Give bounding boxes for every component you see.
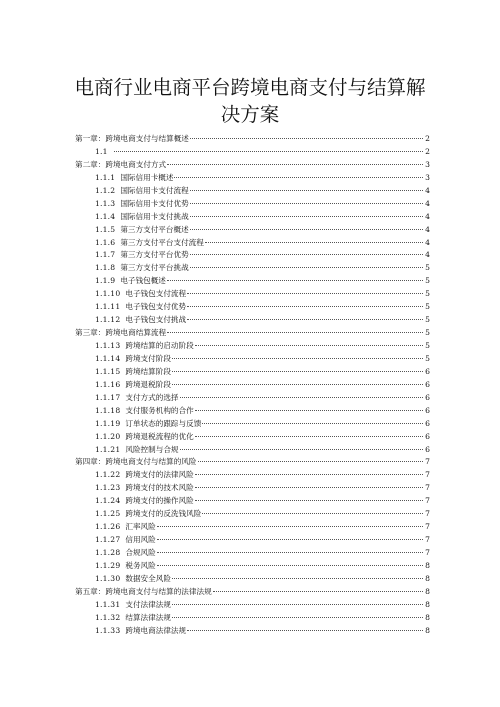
toc-entry-number: 1.1.14 <box>95 353 121 363</box>
toc-entry-label: 跨境支付的反洗钱风险 <box>125 509 202 519</box>
toc-entry-number: 1.1.8 <box>95 263 116 273</box>
toc-entry-number: 1.1.31 <box>95 599 121 609</box>
toc-page-number: 7 <box>425 457 430 467</box>
toc-page-number: 3 <box>425 172 430 182</box>
toc-chapter-entry[interactable] <box>75 327 430 340</box>
toc-entry-number: 1.1 <box>95 146 108 156</box>
toc-page-number: 5 <box>425 328 430 338</box>
toc-section-entry[interactable] <box>75 392 430 405</box>
toc-entry-label: 国际信用卡支付挑战 <box>120 211 189 221</box>
toc-dot-leader <box>190 216 423 217</box>
toc-dot-leader <box>190 267 423 268</box>
toc-section-entry[interactable] <box>75 444 430 457</box>
toc-dot-leader <box>190 229 423 230</box>
toc-page-number: 7 <box>425 522 430 532</box>
toc-dot-leader <box>114 151 423 152</box>
toc-entry-label: 跨境支付的操作风险 <box>125 496 194 506</box>
toc-entry-label: 支付服务机构的合作 <box>125 405 194 415</box>
toc-entry-number: 1.1.1 <box>95 172 116 182</box>
toc-dot-leader <box>195 436 423 437</box>
toc-section-entry[interactable] <box>75 418 430 431</box>
toc-section-entry[interactable] <box>75 625 430 638</box>
toc-entry-label: 第三方支付平台优势 <box>120 250 189 260</box>
toc-entry-label: 跨境支付阶段 <box>125 353 171 363</box>
toc-dot-leader <box>172 358 423 359</box>
toc-page-number: 5 <box>425 315 430 325</box>
toc-entry-label: 订单状态的跟踪与反馈 <box>125 418 202 428</box>
toc-section-entry[interactable] <box>75 431 430 444</box>
toc-section-entry[interactable] <box>75 469 430 482</box>
toc-entry-label: 信用风险 <box>125 535 156 545</box>
toc-page-number: 5 <box>425 263 430 273</box>
toc-page-number: 8 <box>425 586 430 596</box>
toc-section-entry[interactable] <box>75 379 430 392</box>
toc-section-entry[interactable] <box>75 146 430 159</box>
toc-entry-label: 第四章：跨境电商支付与结算的风险 <box>75 457 197 467</box>
toc-section-entry[interactable] <box>75 340 430 353</box>
toc-page-number: 2 <box>425 134 430 143</box>
toc-dot-leader <box>205 242 423 243</box>
toc-dot-leader <box>213 591 423 592</box>
toc-page-number: 7 <box>425 535 430 545</box>
toc-entry-number: 1.1.24 <box>95 496 121 506</box>
toc-dot-leader <box>195 345 423 346</box>
toc-dot-leader <box>202 513 423 514</box>
toc-page-number: 5 <box>425 302 430 312</box>
toc-section-entry[interactable] <box>75 599 430 612</box>
toc-entry-number: 1.1.13 <box>95 341 121 350</box>
toc-dot-leader <box>195 410 423 411</box>
toc-section-entry[interactable] <box>75 366 430 379</box>
toc-page-number: 8 <box>425 599 430 609</box>
toc-page-number: 8 <box>425 573 430 583</box>
toc-dot-leader <box>172 578 423 579</box>
toc-entry-label: 税务风险 <box>125 560 156 570</box>
toc-section-entry[interactable] <box>75 262 430 275</box>
toc-section-entry[interactable] <box>75 521 430 534</box>
toc-page-number: 7 <box>425 470 430 480</box>
toc-page-number: 3 <box>425 159 430 169</box>
toc-page-number: 8 <box>425 612 430 622</box>
toc-entry-label: 电子钱包支付挑战 <box>125 315 187 325</box>
toc-dot-leader <box>180 397 423 398</box>
toc-entry-number: 1.1.33 <box>95 625 121 635</box>
toc-entry-number: 1.1.17 <box>95 392 121 402</box>
toc-entry-number: 1.1.16 <box>95 379 121 389</box>
toc-dot-leader <box>190 190 423 191</box>
toc-page-number: 6 <box>425 444 430 454</box>
toc-entry-number: 1.1.5 <box>95 224 116 234</box>
toc-entry-number: 1.1.2 <box>95 185 116 195</box>
toc-entry-number: 1.1.15 <box>95 366 121 376</box>
toc-page-number: 6 <box>425 379 430 389</box>
toc-dot-leader <box>167 332 423 333</box>
toc-section-entry[interactable] <box>75 353 430 366</box>
toc-entry-label: 第一章：跨境电商支付与结算概述 <box>75 134 189 143</box>
toc-section-entry[interactable] <box>75 495 430 508</box>
toc-entry-number: 1.1.4 <box>95 211 116 221</box>
toc-entry-number: 1.1.9 <box>95 276 116 286</box>
toc-entry-label: 跨境支付的技术风险 <box>125 483 194 493</box>
toc-page-number: 7 <box>425 509 430 519</box>
table-of-contents <box>75 133 430 638</box>
toc-dot-leader <box>187 319 423 320</box>
title-line-1: 电商行业电商平台跨境电商支付与结算解 <box>74 76 426 99</box>
document-title <box>40 74 460 128</box>
toc-page-number: 5 <box>425 276 430 286</box>
toc-dot-leader <box>167 164 423 165</box>
toc-section-entry[interactable] <box>75 301 430 314</box>
toc-page-number: 4 <box>425 224 430 234</box>
toc-dot-leader <box>195 487 423 488</box>
toc-section-entry[interactable] <box>75 573 430 586</box>
toc-dot-leader <box>190 254 423 255</box>
toc-chapter-entry[interactable] <box>75 456 430 469</box>
toc-dot-leader <box>157 539 423 540</box>
toc-entry-number: 1.1.28 <box>95 548 121 557</box>
toc-entry-label: 电子钱包支付流程 <box>125 289 187 299</box>
toc-dot-leader <box>172 617 423 618</box>
toc-entry-label: 跨境支付的法律风险 <box>125 470 194 480</box>
toc-dot-leader <box>157 552 423 553</box>
toc-entry-label: 跨境结算的启动阶段 <box>125 341 194 350</box>
toc-entry-label: 跨境电商法律法规 <box>125 625 187 635</box>
toc-entry-label: 第五章：跨境电商支付与结算的法律法规 <box>75 586 212 596</box>
toc-page-number: 7 <box>425 548 430 557</box>
toc-entry-number: 1.1.6 <box>95 237 116 247</box>
toc-section-entry[interactable] <box>75 508 430 521</box>
toc-entry-label: 第三方支付平台概述 <box>120 224 189 234</box>
toc-entry-number: 1.1.32 <box>95 612 121 622</box>
toc-page-number: 5 <box>425 289 430 299</box>
toc-page-number: 4 <box>425 185 430 195</box>
toc-entry-number: 1.1.19 <box>95 418 121 428</box>
toc-page-number: 6 <box>425 366 430 376</box>
toc-entry-label: 国际信用卡支付优势 <box>120 198 189 208</box>
toc-dot-leader <box>190 138 423 139</box>
toc-entry-label: 支付方式的选择 <box>125 392 179 402</box>
toc-page-number: 4 <box>425 211 430 221</box>
toc-entry-label: 汇率风险 <box>125 522 156 532</box>
toc-dot-leader <box>187 630 423 631</box>
toc-page-number: 7 <box>425 496 430 506</box>
toc-entry-label: 结算法律法规 <box>125 612 171 622</box>
toc-section-entry[interactable] <box>75 405 430 418</box>
toc-page-number: 6 <box>425 431 430 441</box>
toc-entry-number: 1.1.29 <box>95 560 121 570</box>
toc-dot-leader <box>195 474 423 475</box>
toc-page-number: 8 <box>425 560 430 570</box>
toc-entry-number: 1.1.7 <box>95 250 116 260</box>
toc-section-entry[interactable] <box>75 172 430 185</box>
toc-entry-label: 国际信用卡支付流程 <box>120 185 189 195</box>
toc-section-entry[interactable] <box>75 224 430 237</box>
toc-page-number: 7 <box>425 483 430 493</box>
toc-dot-leader <box>195 500 423 501</box>
toc-entry-number: 1.1.23 <box>95 483 121 493</box>
toc-entry-number: 1.1.30 <box>95 573 121 583</box>
toc-entry-label: 风险控制与合规 <box>125 444 179 454</box>
title-line-2: 决方案 <box>220 103 280 126</box>
toc-page-number: 2 <box>425 146 430 156</box>
toc-entry-number: 1.1.22 <box>95 470 121 480</box>
toc-dot-leader <box>157 565 423 566</box>
toc-chapter-entry[interactable] <box>75 159 430 172</box>
toc-entry-number: 1.1.21 <box>95 444 121 454</box>
toc-entry-label: 第二章：跨境电商支付方式 <box>75 159 167 169</box>
toc-section-entry[interactable] <box>75 185 430 198</box>
toc-dot-leader <box>172 384 423 385</box>
toc-entry-label: 合规风险 <box>125 548 156 557</box>
toc-entry-label: 跨境退税阶段 <box>125 379 171 389</box>
toc-entry-number: 1.1.11 <box>95 302 121 312</box>
toc-chapter-entry[interactable] <box>75 133 430 146</box>
toc-section-entry[interactable] <box>75 534 430 547</box>
toc-section-entry[interactable] <box>75 288 430 301</box>
toc-entry-label: 第三方支付平台挑战 <box>120 263 189 273</box>
toc-section-entry[interactable] <box>75 211 430 224</box>
toc-entry-label: 跨境退税流程的优化 <box>125 431 194 441</box>
toc-page-number: 4 <box>425 250 430 260</box>
toc-entry-number: 1.1.3 <box>95 198 116 208</box>
toc-section-entry[interactable] <box>75 198 430 211</box>
toc-dot-leader <box>174 177 423 178</box>
toc-section-entry[interactable] <box>75 612 430 625</box>
toc-page-number: 4 <box>425 237 430 247</box>
toc-dot-leader <box>187 293 423 294</box>
toc-entry-number: 1.1.12 <box>95 315 121 325</box>
toc-section-entry[interactable] <box>75 547 430 560</box>
toc-section-entry[interactable] <box>75 314 430 327</box>
toc-dot-leader <box>157 526 423 527</box>
toc-entry-label: 跨境结算阶段 <box>125 366 171 376</box>
toc-page-number: 5 <box>425 353 430 363</box>
toc-entry-number: 1.1.27 <box>95 535 121 545</box>
toc-entry-label: 支付法律法规 <box>125 599 171 609</box>
toc-entry-number: 1.1.20 <box>95 431 121 441</box>
toc-entry-number: 1.1.25 <box>95 509 121 519</box>
toc-entry-number: 1.1.26 <box>95 522 121 532</box>
toc-page-number: 6 <box>425 392 430 402</box>
toc-entry-number: 1.1.18 <box>95 405 121 415</box>
toc-dot-leader <box>172 604 423 605</box>
toc-section-entry[interactable] <box>75 275 430 288</box>
toc-entry-label: 第三方支付平台支付流程 <box>120 237 204 247</box>
toc-dot-leader <box>167 280 423 281</box>
toc-dot-leader <box>187 306 423 307</box>
toc-section-entry[interactable] <box>75 249 430 262</box>
toc-section-entry[interactable] <box>75 237 430 250</box>
toc-entry-label: 电子钱包支付优势 <box>125 302 187 312</box>
toc-entry-number: 1.1.10 <box>95 289 121 299</box>
toc-section-entry[interactable] <box>75 560 430 573</box>
toc-page-number: 6 <box>425 418 430 428</box>
toc-page-number: 4 <box>425 198 430 208</box>
toc-dot-leader <box>198 461 424 462</box>
toc-dot-leader <box>190 203 423 204</box>
toc-chapter-entry[interactable] <box>75 586 430 599</box>
toc-dot-leader <box>172 371 423 372</box>
toc-entry-label: 电子钱包概述 <box>120 276 166 286</box>
toc-page-number: 6 <box>425 405 430 415</box>
toc-entry-label: 国际信用卡概述 <box>120 172 174 182</box>
toc-dot-leader <box>202 423 423 424</box>
toc-entry-label: 第三章：跨境电商结算流程 <box>75 328 167 338</box>
toc-page-number: 8 <box>425 625 430 635</box>
toc-dot-leader <box>180 449 423 450</box>
toc-page-number: 5 <box>425 341 430 350</box>
toc-section-entry[interactable] <box>75 482 430 495</box>
toc-entry-label: 数据安全风险 <box>125 573 171 583</box>
